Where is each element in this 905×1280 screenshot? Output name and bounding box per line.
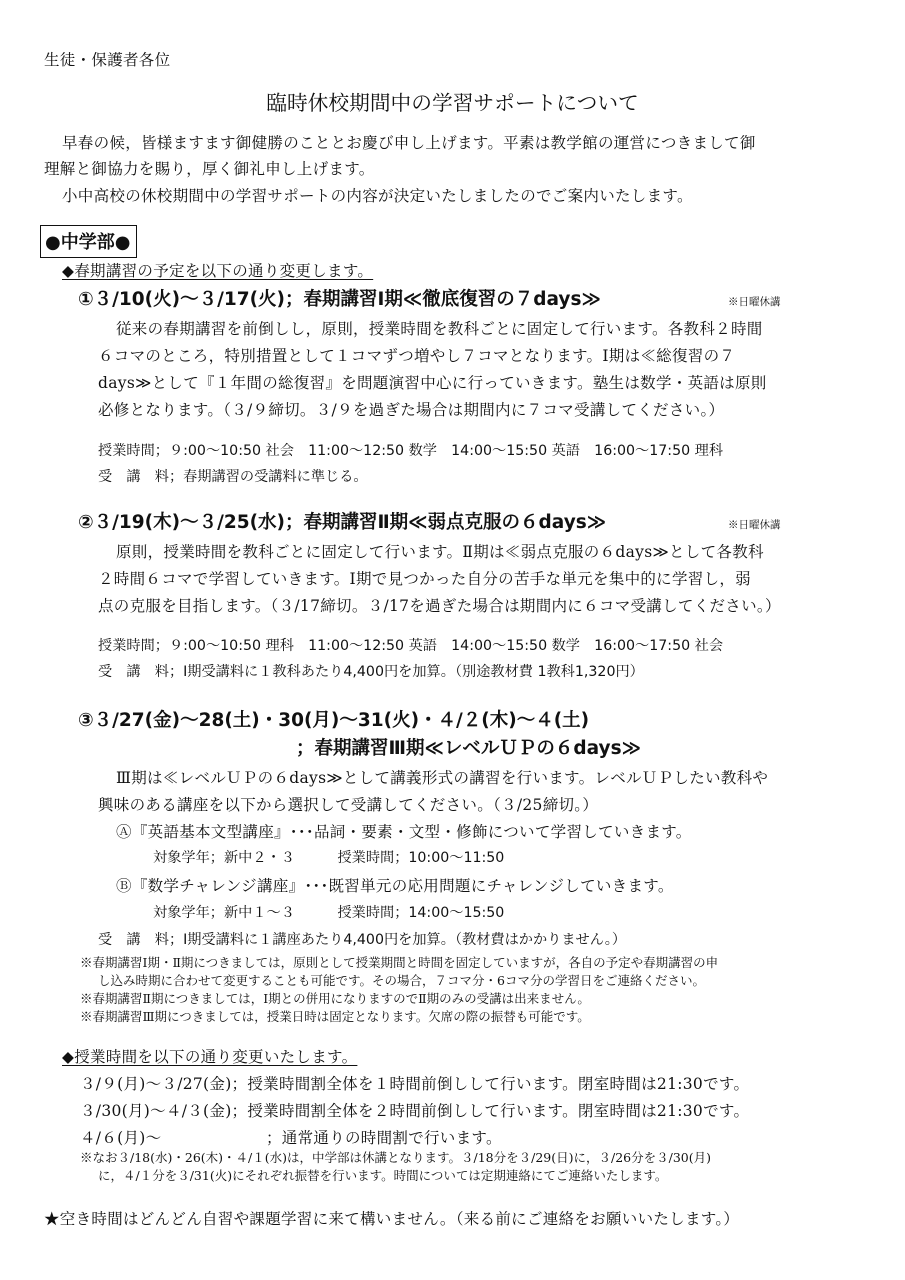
period3-heading-title: ；春期講習Ⅲ期≪レベルＵＰの６days≫: [296, 738, 641, 759]
period3-heading-dates: ③３/27(金)～28(土)・30(月)～31(火)・４/２(木)～４(土): [78, 710, 590, 731]
closure-note-a: ※なお３/18(水)・26(木)・４/１(水)は，中学部は休講となります。３/18分を３/29(日)に，３/26分を３/30(月): [80, 1150, 711, 1165]
time-change-heading: ◆授業時間を以下の通り変更いたします。: [62, 1048, 358, 1066]
time-change-row-3-date: ４/６(月)～: [80, 1129, 162, 1147]
course-a-target: 対象学年；新中２・３ 授業時間；10:00～11:50: [153, 850, 505, 866]
intro-line-2: 理解と御協力を賜り，厚く御礼申し上げます。: [44, 160, 375, 178]
period2-sunday-note: ※日曜休講: [728, 519, 781, 531]
intro-line-1: 早春の候，皆様ますます御健勝のこととお慶び申し上げます。平素は教学館の運営につきまして御: [62, 134, 756, 152]
period3-fee: 受 講 料；Ⅰ期受講料に１講座あたり4,400円を加算。（教材費はかかりません。）: [98, 932, 627, 948]
intro-line-3: 小中高校の休校期間中の学習サポートの内容が決定いたしましたのでご案内いたします。: [62, 187, 693, 205]
closure-note-b: に，４/１分を３/31(火)にそれぞれ振替を行います。時間については定期連絡にてご連絡いたします。: [98, 1168, 668, 1183]
period1-body-2: ６コマのところ，特別措置として１コマずつ増やし７コマとなります。Ⅰ期は≪総復習の７: [98, 347, 736, 365]
period1-fee: 受 講 料；春期講習の受講料に準じる。: [98, 469, 368, 485]
period2-body-1: 原則，授業時間を教科ごとに固定して行います。Ⅱ期は≪弱点克服の６days≫として各教科: [116, 543, 764, 561]
note-1a: ※春期講習Ⅰ期・Ⅱ期につきましては，原則として授業期間と時間を固定していますが，各自の予定や春期講習の申: [80, 955, 719, 970]
period2-fee: 受 講 料；Ⅰ期受講料に１教科あたり4,400円を加算。（別途教材費 1教科1,320円）: [98, 664, 644, 680]
period1-schedule: 授業時間；９:00～10:50 社会 11:00～12:50 数学 14:00～15:50 英語 16:00～17:50 理科: [98, 443, 724, 459]
footer-note: ★空き時間はどんどん自習や課題学習に来て構いません。（来る前にご連絡をお願いいたします。）: [44, 1210, 740, 1228]
note-3: ※春期講習Ⅲ期につきましては，授業日時は固定となります。欠席の際の振替も可能です。: [80, 1009, 590, 1024]
time-change-row-1: ３/９(月)～３/27(金)；授業時間割全体を１時間前倒しして行います。閉室時間は21:30です。: [80, 1075, 750, 1093]
time-change-row-2: ３/30(月)～４/３(金)；授業時間割全体を２時間前倒しして行います。閉室時間は21:30です。: [80, 1102, 750, 1120]
time-change-row-3-text: ；通常通りの時間割で行います。: [266, 1129, 502, 1147]
period1-sunday-note: ※日曜休講: [728, 296, 781, 308]
period2-schedule: 授業時間；９:00～10:50 理科 11:00～12:50 英語 14:00～15:50 数学 16:00～17:50 社会: [98, 638, 724, 654]
course-a-english: Ⓐ『英語基本文型講座』･･･品詞・要素・文型・修飾について学習していきます。: [116, 823, 692, 841]
course-b-target: 対象学年；新中１～３ 授業時間；14:00～15:50: [153, 905, 505, 921]
period3-body-1: Ⅲ期は≪レベルＵＰの６days≫として講義形式の講習を行います。レベルＵＰしたい教科や: [116, 769, 769, 787]
period2-body-2: ２時間６コマで学習していきます。Ⅰ期で見つかった自分の苦手な単元を集中的に学習し，弱: [98, 570, 751, 588]
period1-body-4: 必修となります。（３/９締切。３/９を過ぎた場合は期間内に７コマ受講してください。）: [98, 401, 725, 419]
addressee: 生徒・保護者各位: [44, 51, 171, 69]
section-label-junior-high: ●中学部●: [40, 225, 137, 258]
period3-body-2: 興味のある講座を以下から選択して受講してください。（３/25締切。）: [98, 796, 599, 814]
period1-body-1: 従来の春期講習を前倒しし，原則，授業時間を教科ごとに固定して行います。各教科２時間: [116, 320, 763, 338]
note-1b: し込み時期に合わせて変更することも可能です。その場合，７コマ分・6コマ分の学習日をご連絡ください。: [98, 973, 705, 988]
page-title: 臨時休校期間中の学習サポートについて: [266, 91, 639, 115]
period2-body-3: 点の克服を目指します。（３/17締切。３/17を過ぎた場合は期間内に６コマ受講してください。）: [98, 597, 781, 615]
spring-change-heading: ◆春期講習の予定を以下の通り変更します。: [62, 262, 374, 280]
note-2: ※春期講習Ⅱ期につきましては，Ⅰ期との併用になりますのでⅡ期のみの受講は出来ません。: [80, 991, 590, 1006]
period1-body-3: days≫として『１年間の総復習』を問題演習中心に行っていきます。塾生は数学・英語は原則: [98, 374, 767, 392]
course-b-math: Ⓑ『数学チャレンジ講座』･･･既習単元の応用問題にチャレンジしていきます。: [116, 877, 674, 895]
period1-heading: ①３/10(火)～３/17(火)；春期講習Ⅰ期≪徹底復習の７days≫: [78, 289, 601, 310]
period2-heading: ②３/19(木)～３/25(水)；春期講習Ⅱ期≪弱点克服の６days≫: [78, 512, 607, 533]
